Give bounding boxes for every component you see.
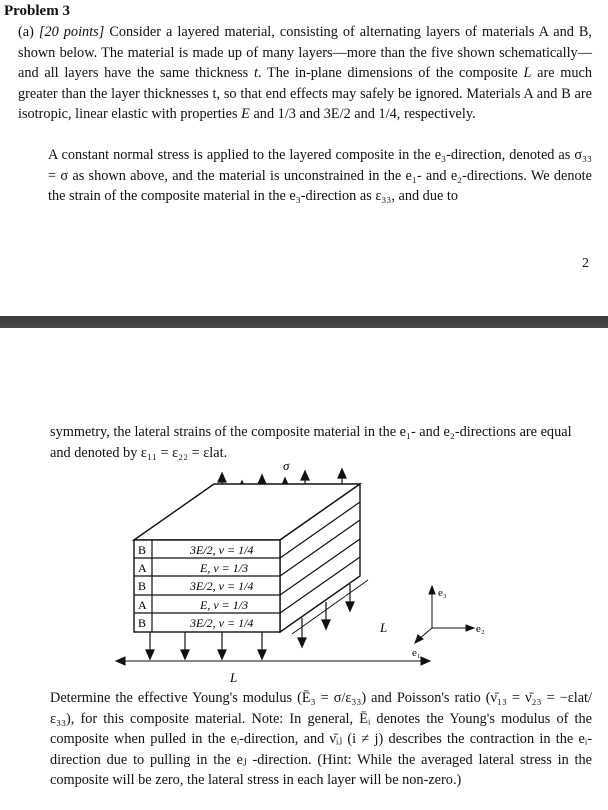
e2-label: e₂ [476, 623, 485, 635]
part-a-text-3: are much greater than the layer thicknesses t, so that end effects may safely be ignored. Materials A and B are isotropic, linear elastic with properties [18, 65, 593, 122]
layer-3-props: 3E/2, ν = 1/4 [190, 579, 254, 593]
part-a-paragraph-2: A constant normal stress is applied to the layered composite in the e₃-direction, denoted as σ₃₃ = σ as shown above, and the material is unconstrained in the e₁- and e₂-directions. We denote the strain of the composite material in the e₃-direction as ε₃₃, and due to [48, 147, 592, 204]
continuation-text: symmetry, the lateral strains of the composite material in the e₁- and e₂-directions are equal and denoted by ε₁₁ = ε₂₂ = εlat. [50, 424, 572, 461]
side-length-label: L [380, 620, 388, 635]
part-label: (a) [18, 24, 34, 40]
layer-2-props: E, ν = 1/3 [200, 561, 249, 575]
layer-4-props: E, ν = 1/3 [200, 598, 249, 612]
layer-2-material: A [138, 561, 147, 575]
layer-5-props: 3E/2, ν = 1/4 [190, 616, 254, 630]
layered-composite-figure [40, 458, 580, 688]
part-a-text-1: Consider a layered material, consisting of alternating layers of materials A and B, shown below. The material is made up of many layers—more than the five shown schematically—and all layers have the same thickness [18, 24, 593, 81]
part-a-paragraph [18, 22, 592, 125]
e1-label: e₁ [412, 647, 421, 659]
bottom-dimension [116, 657, 430, 665]
symbol-t: t [253, 65, 258, 81]
points-label: [20 points] [38, 24, 105, 40]
page-one [0, 0, 608, 300]
layer-3-material: B [138, 579, 147, 593]
layer-1-props: 3E/2, ν = 1/4 [190, 543, 254, 557]
symbol-E: E [241, 106, 250, 122]
layer-1-material: B [138, 543, 147, 557]
part-a-text-4: and 1/3 and 3E/2 and 1/4, respectively. [253, 106, 476, 122]
layer-4-material: A [138, 598, 147, 612]
page-number: 2 [582, 256, 589, 271]
layer-5-material: B [138, 616, 147, 630]
sigma-label: σ [283, 458, 290, 473]
bottom-length-label: L [230, 670, 238, 685]
symbol-L: L [523, 65, 532, 81]
page-divider [0, 316, 608, 328]
problem-title: Problem 3 [4, 3, 70, 19]
part-a-text-2: . The in-plane dimensions of the composite [257, 65, 518, 81]
e3-label: e₃ [438, 587, 447, 599]
question-text: Determine the effective Young's modulus (Ē₃ = σ/ε₃₃) and Poisson's ratio (ν̄₁₃ = ν̄₂₃ = −εlat/ε₃₃), for this composite material. Note: In general, Ēᵢ denotes the Young's modulus of the composite when pulled in the eᵢ-direction, and ν̄ᵢⱼ (i ≠ j) describes the contraction in the eᵢ-direction due to pulling in the eⱼ -direction. (Hint: While the averaged lateral stress in the composite will be zero, the lateral stress in each layer will be non-zero.) [50, 690, 592, 788]
